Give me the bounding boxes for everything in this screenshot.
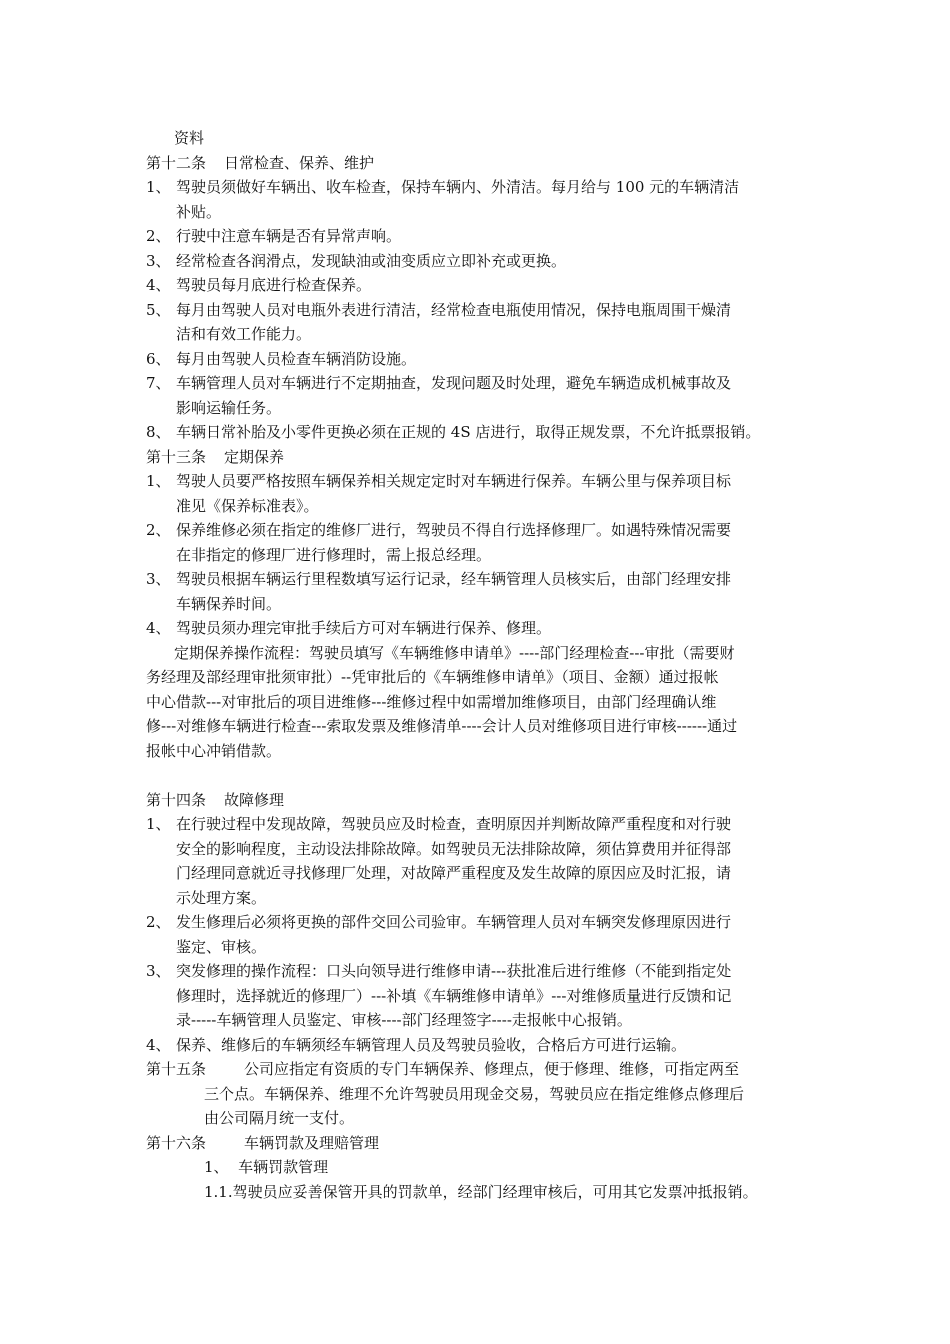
item-number: 1、 bbox=[146, 815, 171, 833]
item-text: 每月由驾驶人员检查车辆消防设施。 bbox=[176, 349, 417, 368]
subsection-text: 1.1.驾驶员应妥善保管开具的罚款单，经部门经理审核后，可用其它发票冲抵报销。 bbox=[204, 1182, 758, 1201]
item-number: 1、 bbox=[146, 472, 171, 490]
section-14-heading bbox=[146, 788, 812, 813]
item-text: 在非指定的修理厂进行修理时，需上报总经理。 bbox=[176, 545, 492, 564]
item-text: 补贴。 bbox=[176, 202, 222, 221]
item-number: 4、 bbox=[146, 619, 171, 637]
list-item bbox=[146, 420, 812, 445]
item-text: 鉴定、审核。 bbox=[176, 937, 267, 956]
item-number: 5、 bbox=[146, 300, 171, 319]
section-title: 日常检查、保养、维护 bbox=[224, 153, 375, 172]
list-item bbox=[146, 347, 812, 372]
section-number: 第十五条 bbox=[146, 1060, 207, 1078]
item-text: 在行驶过程中发现故障，驾驶员应及时检查，查明原因并判断故障严重程度和对行驶 bbox=[176, 815, 732, 833]
item-number: 8、 bbox=[146, 423, 171, 441]
section-title: 车辆罚款及理赔管理 bbox=[244, 1133, 380, 1152]
list-item bbox=[146, 298, 812, 347]
item-text: 经常检查各润滑点，发现缺油或油变质应立即补充或更换。 bbox=[176, 251, 567, 270]
item-text: 突发修理的操作流程：口头向领导进行维修申请---获批准后进行维修（不能到指定处 bbox=[176, 962, 732, 980]
list-item bbox=[146, 371, 812, 420]
list-item bbox=[146, 224, 812, 249]
section-title: 故障修理 bbox=[224, 790, 285, 809]
paragraph-line: 修---对维修车辆进行检查---索取发票及维修清单----会计人员对维修项目进行审核------通过 bbox=[146, 717, 738, 735]
section-text: 三个点。车辆保养、维理不允许驾驶员用现金交易，驾驶员应在指定维修点修理后 bbox=[204, 1084, 745, 1103]
list-item bbox=[146, 812, 812, 910]
item-number: 7、 bbox=[146, 374, 171, 392]
section-16-heading bbox=[146, 1131, 812, 1156]
item-number: 1、 bbox=[146, 178, 171, 196]
section-12-heading bbox=[146, 151, 812, 176]
item-text: 发生修理后必须将更换的部件交回公司验审。车辆管理人员对车辆突发修理原因进行 bbox=[176, 913, 732, 931]
item-text: 驾驶员根据车辆运行里程数填写运行记录，经车辆管理人员核实后，由部门经理安排 bbox=[176, 570, 732, 588]
item-text: 保养维修必须在指定的维修厂进行，驾驶员不得自行选择修理厂。如遇特殊情况需要 bbox=[176, 521, 732, 539]
section-15-heading bbox=[146, 1057, 812, 1082]
list-item bbox=[146, 567, 812, 616]
item-number: 3、 bbox=[146, 570, 171, 588]
item-number: 2、 bbox=[146, 913, 171, 931]
section-number: 第十六条 bbox=[146, 1133, 207, 1152]
item-text: 安全的影响程度，主动设法排除故障。如驾驶员无法排除故障，须估算费用并征得部 bbox=[176, 839, 732, 858]
section-text: 由公司隔月统一支付。 bbox=[204, 1109, 355, 1127]
list-item bbox=[146, 518, 812, 567]
item-number: 4、 bbox=[146, 276, 171, 294]
list-item bbox=[146, 910, 812, 959]
list-item bbox=[146, 175, 812, 224]
paragraph-line: 务经理及部经理审批须审批）--凭审批后的《车辆维修申请单》（项目、金额）通过报帐 bbox=[146, 668, 719, 686]
section-number: 第十四条 bbox=[146, 790, 207, 809]
item-text: 保养、维修后的车辆须经车辆管理人员及驾驶员验收，合格后方可进行运输。 bbox=[176, 1035, 687, 1054]
item-text: 车辆管理人员对车辆进行不定期抽查，发现问题及时处理，避免车辆造成机械事故及 bbox=[176, 374, 732, 392]
section-title: 定期保养 bbox=[224, 447, 285, 466]
item-number: 3、 bbox=[146, 962, 171, 980]
item-text: 车辆日常补胎及小零件更换必须在正规的 4S 店进行，取得正规发票，不允许抵票报销。 bbox=[176, 423, 761, 441]
section-13-heading bbox=[146, 445, 812, 470]
item-text: 每月由驾驶人员对电瓶外表进行清洁，经常检查电瓶使用情况，保持电瓶周围干燥清 bbox=[176, 300, 732, 319]
item-number: 2、 bbox=[146, 227, 171, 245]
list-item bbox=[146, 273, 812, 298]
item-text: 车辆保养时间。 bbox=[176, 594, 282, 613]
blank-line bbox=[146, 763, 812, 788]
section-number: 第十二条 bbox=[146, 153, 207, 172]
item-number: 4、 bbox=[146, 1035, 171, 1054]
item-number: 2、 bbox=[146, 521, 171, 539]
item-text: 行驶中注意车辆是否有异常声响。 bbox=[176, 227, 402, 245]
item-text: 录-----车辆管理人员鉴定、审核----部门经理签字----走报帐中心报销。 bbox=[176, 1011, 632, 1029]
list-item bbox=[146, 616, 812, 641]
list-item bbox=[146, 959, 812, 1033]
document-header: 资料 bbox=[174, 129, 205, 147]
item-text: 门经理同意就近寻找修理厂处理，对故障严重程度及发生故障的原因应及时汇报，请 bbox=[176, 864, 732, 882]
section-number: 第十三条 bbox=[146, 447, 207, 466]
item-number: 3、 bbox=[146, 251, 171, 270]
item-number: 6、 bbox=[146, 349, 171, 368]
document-body bbox=[146, 126, 812, 1204]
item-text: 驾驶人员要严格按照车辆保养相关规定定时对车辆进行保养。车辆公里与保养项目标 bbox=[176, 472, 732, 490]
item-text: 准见《保养标准表》。 bbox=[176, 496, 319, 515]
item-text: 驾驶员每月底进行检查保养。 bbox=[176, 276, 372, 294]
item-text: 洁和有效工作能力。 bbox=[176, 325, 312, 343]
item-text: 驾驶员须做好车辆出、收车检查，保持车辆内、外清洁。每月给与 100 元的车辆清洁 bbox=[176, 178, 740, 196]
maintenance-flow-paragraph bbox=[146, 641, 812, 764]
section-text: 公司应指定有资质的专门车辆保养、修理点，便于修理、维修，可指定两至 bbox=[244, 1060, 740, 1078]
paragraph-line: 中心借款---对审批后的项目进维修---维修过程中如需增加维修项目，由部门经理确认维 bbox=[146, 692, 717, 711]
item-text: 影响运输任务。 bbox=[176, 398, 282, 417]
item-text: 示处理方案。 bbox=[176, 888, 267, 907]
item-text: 驾驶员须办理完审批手续后方可对车辆进行保养、修理。 bbox=[176, 619, 552, 637]
paragraph-line: 定期保养操作流程：驾驶员填写《车辆维修申请单》----部门经理检查---审批（需要财 bbox=[174, 643, 735, 662]
list-item bbox=[146, 469, 812, 518]
list-item bbox=[146, 1033, 812, 1058]
paragraph-line: 报帐中心冲销借款。 bbox=[146, 741, 282, 760]
item-text: 修理时，选择就近的修理厂）---补填《车辆维修申请单》---对维修质量进行反馈和记 bbox=[176, 986, 732, 1005]
list-item bbox=[146, 249, 812, 274]
subsection-heading: 1、 车辆罚款管理 bbox=[204, 1158, 329, 1176]
